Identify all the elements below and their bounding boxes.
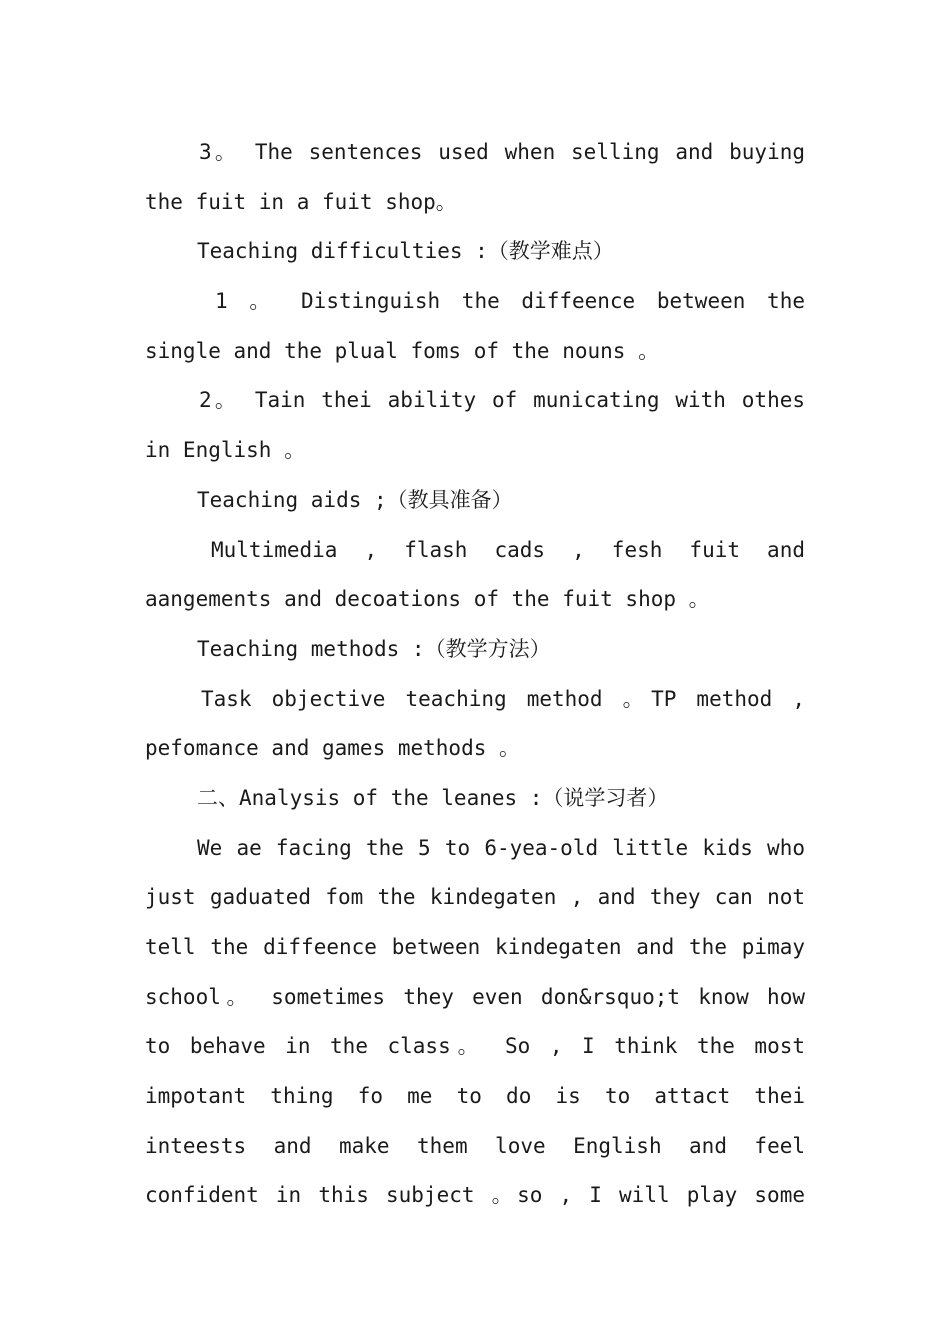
text-line: confident in this subject 。so , I will play some [145, 1183, 805, 1208]
section-heading: Teaching aids ;（教具准备） [197, 487, 513, 512]
text-line: 1 。 Distinguish the diffeence between the [215, 289, 805, 314]
document-body [145, 128, 805, 1221]
section-heading: Teaching difficulties :（教学难点） [197, 239, 614, 264]
text-line: We ae facing the 5 to 6-yea-old little kids who [197, 835, 805, 860]
text-line: school。 sometimes they even don&rsquo;t know how [145, 984, 805, 1009]
text-line: pefomance and games methods 。 [145, 736, 521, 761]
text-line: to behave in the class。 So , I think the most [145, 1034, 805, 1059]
text-line: single and the plual foms of the nouns 。 [145, 338, 660, 363]
text-line: Multimedia , flash cads , fesh fuit and [211, 537, 805, 562]
section-heading: Teaching methods :（教学方法） [197, 636, 551, 661]
text-line: inteests and make them love English and feel [145, 1133, 805, 1158]
text-line: just gaduated fom the kindegaten , and they can not [145, 885, 805, 910]
section-heading: 二、Analysis of the leanes :（说学习者） [197, 785, 669, 810]
text-line: Task objective teaching method 。TP method , [201, 686, 805, 711]
text-line: impotant thing fo me to do is to attact thei [145, 1084, 805, 1109]
text-line: tell the diffeence between kindegaten and the pimay [145, 935, 805, 959]
text-line: 3。 The sentences used when selling and buying [199, 140, 805, 164]
text-line: in English 。 [145, 438, 306, 463]
text-line: the fuit in a fuit shop。 [145, 189, 457, 214]
text-line: 2。 Tain thei ability of municating with othes [199, 388, 805, 413]
text-line: aangements and decoations of the fuit shop 。 [145, 587, 710, 612]
